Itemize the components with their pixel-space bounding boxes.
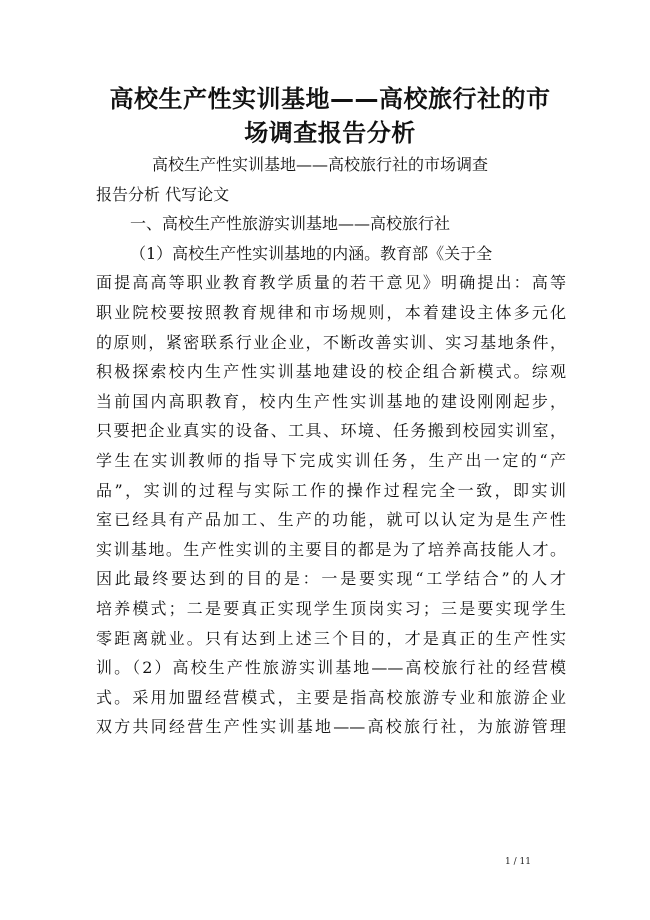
body-line-11: 实训基地。生产性实训的主要目的都是为了培养高技能人才。: [96, 539, 566, 559]
body-line-7: 只要把企业真实的设备、工具、环境、任务搬到校园实训室，: [96, 421, 566, 441]
body-line-3: 职业院校要按照教育规律和市场规则，本着建设主体多元化: [96, 302, 566, 322]
document-title: [90, 82, 570, 150]
body-line-4: 的原则，紧密联系行业企业，不断改善实训、实习基地条件，: [96, 332, 566, 352]
body-line-5: 积极探索校内生产性实训基地建设的校企组合新模式。综观: [96, 362, 566, 382]
body-line-13: 培养模式；二是要真正实现学生顶岗实习；三是要实现学生: [96, 598, 566, 618]
subtitle-line-1: 高校生产性实训基地——高校旅行社的市场调查: [152, 155, 489, 174]
body-line-9: 品”，实训的过程与实际工作的操作过程完全一致，即实训: [96, 480, 566, 500]
body-line-2: 面提高高等职业教育教学质量的若干意见》明确提出：高等: [96, 273, 566, 293]
title-line-1: 高校生产性实训基地——高校旅行社的市: [109, 85, 551, 113]
body-line-17: 双方共同经营生产性实训基地——高校旅行社，为旅游管理: [96, 717, 566, 737]
subtitle-line-2: 报告分析 代写论文: [96, 184, 230, 204]
document-body: [96, 150, 566, 742]
body-line-14: 零距离就业。只有达到上述三个目的，才是真正的生产性实: [96, 628, 566, 648]
body-line-1: （1）高校生产性实训基地的内涵。教育部《关于全: [130, 243, 493, 263]
body-line-16: 式。采用加盟经营模式，主要是指高校旅游专业和旅游企业: [96, 687, 566, 707]
body-line-12: 因此最终要达到的目的是：一是要实现“工学结合”的人才: [96, 569, 566, 589]
body-line-8: 学生在实训教师的指导下完成实训任务，生产出一定的“产: [96, 450, 566, 470]
section-heading: 一、高校生产性旅游实训基地——高校旅行社: [130, 214, 451, 234]
title-line-2: 场调查报告分析: [244, 119, 416, 147]
body-line-15: 训。（2）高校生产性旅游实训基地——高校旅行社的经营模: [96, 658, 566, 678]
body-line-10: 室已经具有产品加工、生产的功能，就可以认定为是生产性: [96, 510, 566, 530]
body-line-6: 当前国内高职教育，校内生产性实训基地的建设刚刚起步，: [96, 391, 566, 411]
page-number: 1 / 11: [505, 857, 531, 867]
